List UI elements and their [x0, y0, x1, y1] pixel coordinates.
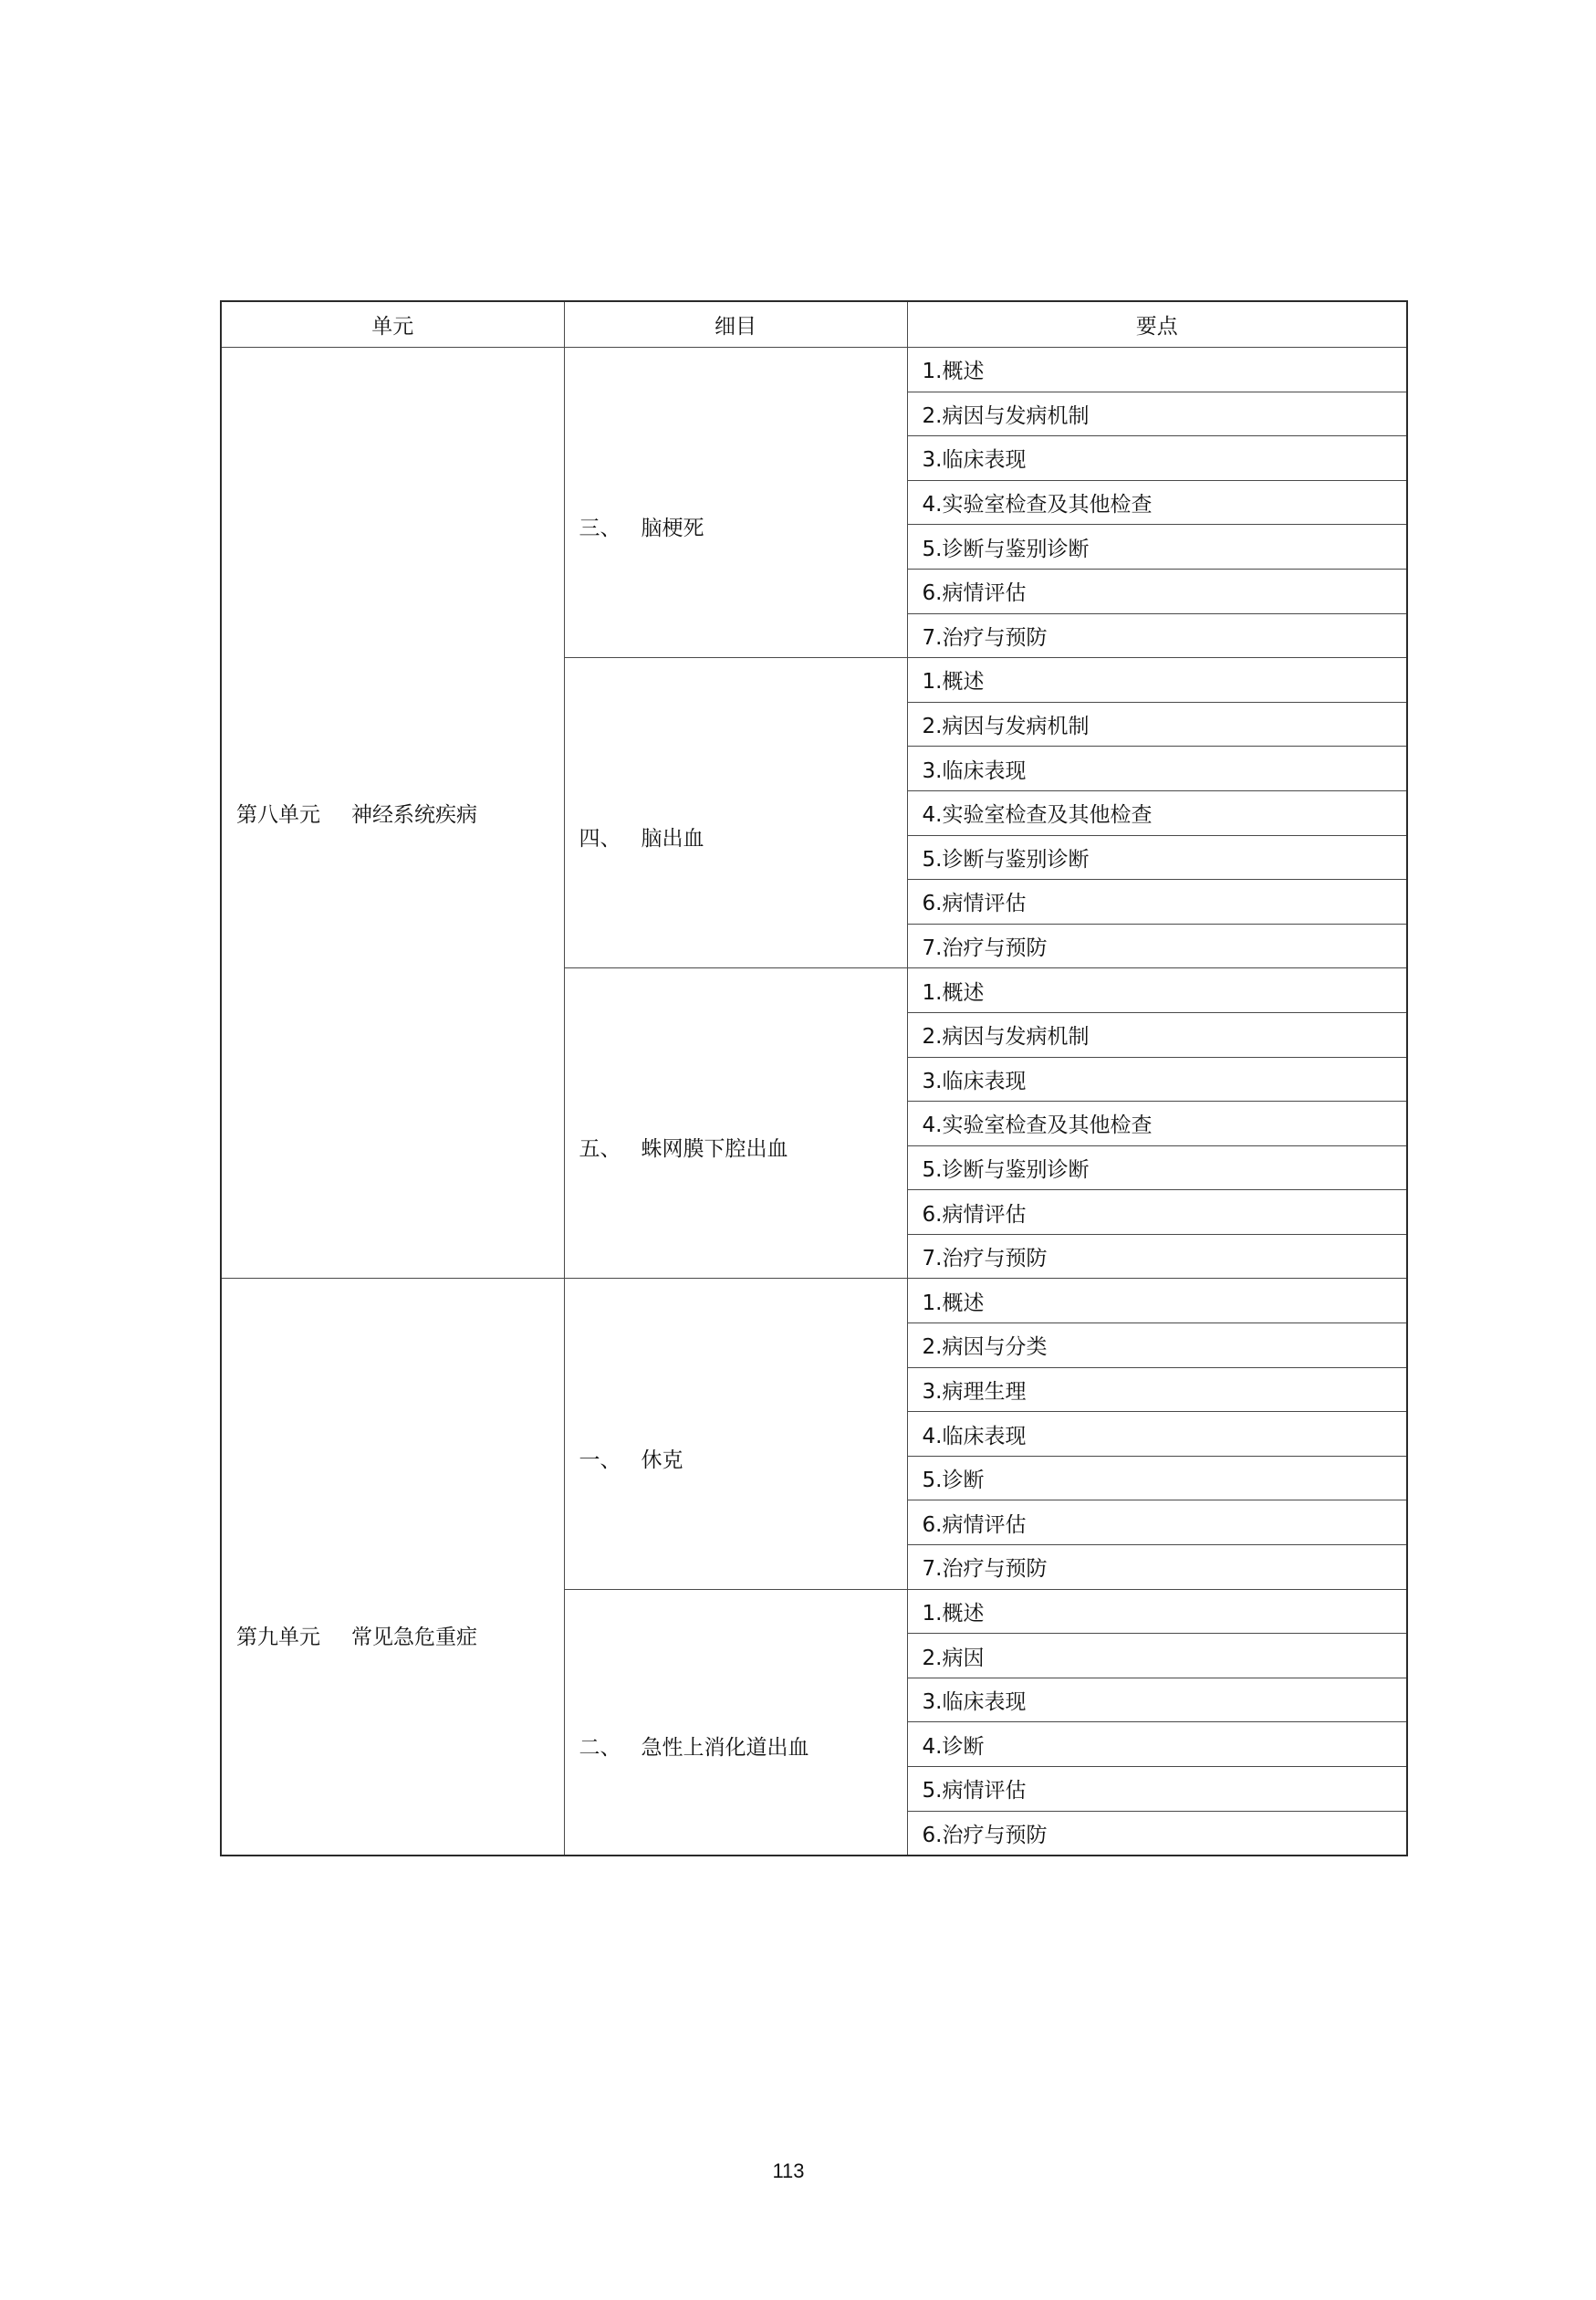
- item-cell: [564, 968, 907, 1279]
- point-cell: 5.诊断: [907, 1456, 1407, 1500]
- table-row: [221, 348, 1407, 392]
- point-cell: 4.实验室检查及其他检查: [907, 1102, 1407, 1146]
- unit-cell: [221, 348, 564, 1279]
- syllabus-table: [220, 300, 1408, 1856]
- unit-title: [236, 803, 477, 827]
- point-cell: 6.病情评估: [907, 1500, 1407, 1545]
- header-item: 细目: [564, 301, 907, 348]
- point-cell: 3.病理生理: [907, 1367, 1407, 1412]
- item-title: [579, 517, 704, 540]
- point-cell: 2.病因与发病机制: [907, 702, 1407, 747]
- item-name: 脑梗死: [641, 517, 704, 541]
- item-name: 蛛网膜下腔出血: [641, 1137, 788, 1162]
- point-cell: 3.临床表现: [907, 1057, 1407, 1102]
- point-cell: 2.病因: [907, 1634, 1407, 1678]
- unit-label: 第九单元: [236, 1626, 320, 1650]
- item-number: 五、: [579, 1137, 621, 1162]
- point-cell: 3.临床表现: [907, 1678, 1407, 1722]
- point-cell: 3.临床表现: [907, 436, 1407, 481]
- item-number: 三、: [579, 517, 621, 541]
- point-cell: 5.病情评估: [907, 1767, 1407, 1812]
- item-cell: [564, 348, 907, 658]
- point-cell: 2.病因与发病机制: [907, 1012, 1407, 1057]
- point-cell: 2.病因与发病机制: [907, 392, 1407, 436]
- header-unit: 单元: [221, 301, 564, 348]
- item-number: 二、: [579, 1736, 621, 1761]
- point-cell: 1.概述: [907, 1589, 1407, 1634]
- item-name: 休克: [641, 1448, 683, 1472]
- item-title: [579, 1448, 683, 1472]
- item-name: 急性上消化道出血: [641, 1736, 809, 1761]
- item-title: [579, 1736, 809, 1760]
- table-row: [221, 1279, 1407, 1323]
- point-cell: 6.病情评估: [907, 569, 1407, 613]
- point-cell: 2.病因与分类: [907, 1323, 1407, 1368]
- point-cell: 5.诊断与鉴别诊断: [907, 525, 1407, 570]
- item-cell: [564, 1279, 907, 1589]
- item-cell: [564, 1589, 907, 1856]
- header-row: [221, 301, 1407, 348]
- item-cell: [564, 658, 907, 968]
- point-cell: 7.治疗与预防: [907, 613, 1407, 658]
- point-cell: 5.诊断与鉴别诊断: [907, 835, 1407, 880]
- point-cell: 4.临床表现: [907, 1412, 1407, 1457]
- point-cell: 1.概述: [907, 1279, 1407, 1323]
- point-cell: 1.概述: [907, 658, 1407, 703]
- point-cell: 5.诊断与鉴别诊断: [907, 1145, 1407, 1190]
- point-cell: 4.实验室检查及其他检查: [907, 790, 1407, 835]
- point-cell: 4.诊断: [907, 1722, 1407, 1767]
- point-cell: 6.病情评估: [907, 880, 1407, 925]
- page-number: 113: [772, 2159, 805, 2182]
- point-cell: 6.治疗与预防: [907, 1811, 1407, 1856]
- unit-name: 神经系统疾病: [351, 803, 477, 828]
- point-cell: 1.概述: [907, 968, 1407, 1013]
- item-title: [579, 827, 704, 851]
- unit-cell: [221, 1279, 564, 1856]
- unit-label: 第八单元: [236, 803, 320, 828]
- point-cell: 7.治疗与预防: [907, 924, 1407, 968]
- item-number: 四、: [579, 827, 621, 852]
- table-body: [221, 348, 1407, 1856]
- header-points: 要点: [907, 301, 1407, 348]
- item-number: 一、: [579, 1448, 621, 1472]
- point-cell: 3.临床表现: [907, 747, 1407, 791]
- item-name: 脑出血: [641, 827, 704, 852]
- item-title: [579, 1137, 788, 1161]
- point-cell: 6.病情评估: [907, 1190, 1407, 1235]
- unit-title: [236, 1626, 477, 1649]
- point-cell: 1.概述: [907, 348, 1407, 392]
- point-cell: 4.实验室检查及其他检查: [907, 480, 1407, 525]
- point-cell: 7.治疗与预防: [907, 1545, 1407, 1590]
- unit-name: 常见急危重症: [351, 1626, 477, 1650]
- point-cell: 7.治疗与预防: [907, 1234, 1407, 1279]
